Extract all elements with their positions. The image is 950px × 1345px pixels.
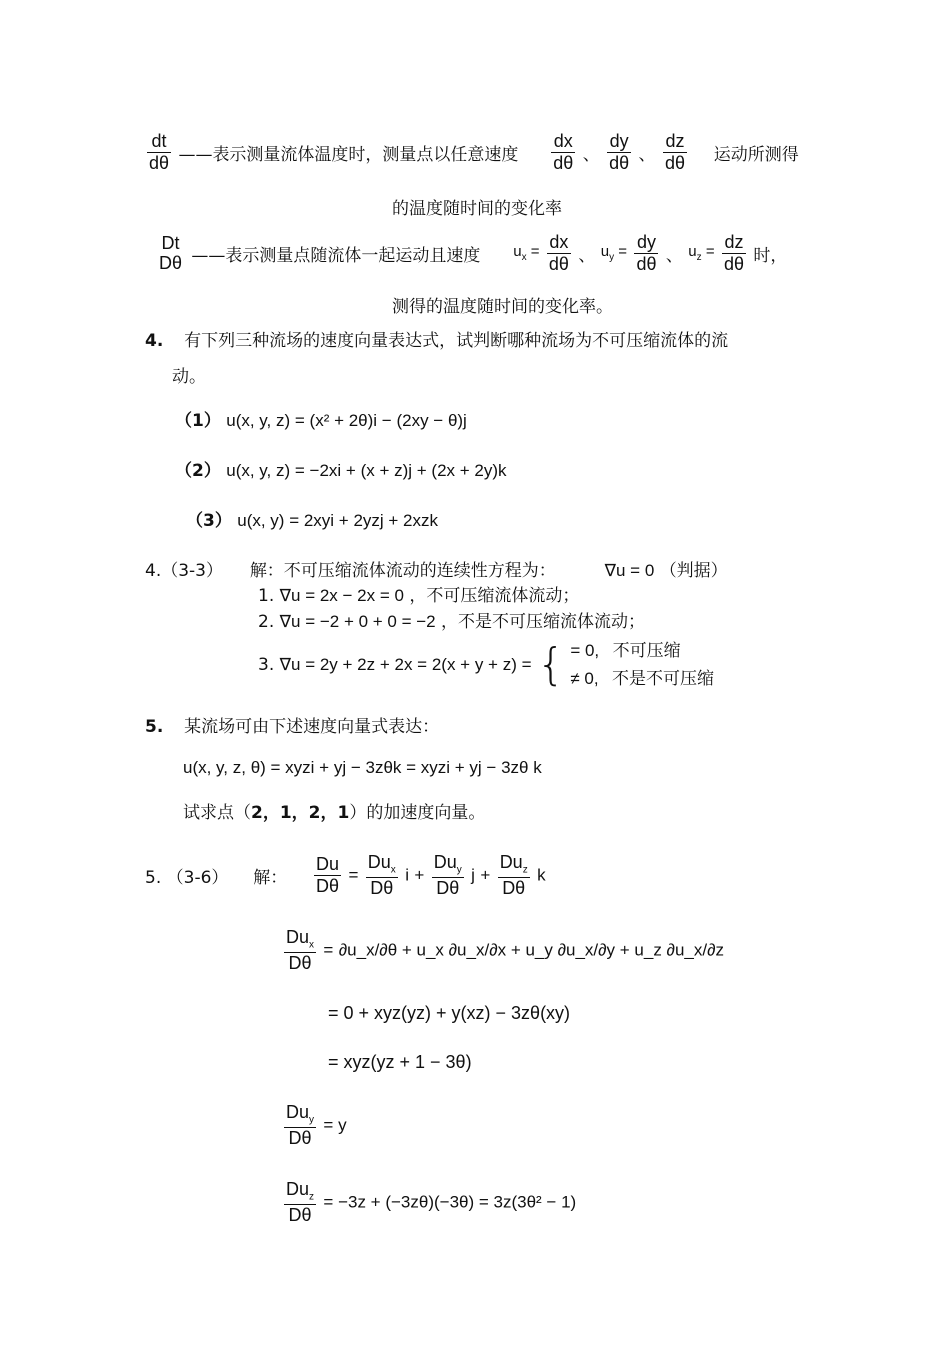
q4-text-line2: 动。	[172, 367, 206, 387]
q5-velocity-expression: u(x, y, z, θ) = xyzi + yj − 3zθk = xyzi + yj − 3zθ k	[183, 758, 542, 777]
dt-definition-line2: 的温度随时间的变化率	[392, 199, 562, 219]
a5-ux-expansion: $\frac{Du_x}{D\theta}$ = ∂u_x/∂θ + u_x ∂u_x/∂x + u_y ∂u_x/∂y + u_z ∂u_x/∂z	[286, 927, 724, 974]
Dt-description: ——表示测量点随流体一起运动且速度	[191, 245, 481, 266]
a4-criterion: ∇u = 0	[604, 561, 655, 580]
a4-line-1: 1. ∇u = 2x − 2x = 0 ，不可压缩流体流动；	[258, 586, 580, 606]
dy-over-dtheta: $\frac{dy}{d\theta}$	[609, 131, 630, 173]
q4-expression-2: （2） u(x, y, z) = −2xi + (x + z)j + (2x + 2y)k	[175, 461, 507, 481]
ux-dx-dtheta: $\frac{dx}{d\theta}$	[548, 232, 569, 274]
a4-line-3: 3. ∇u = 2y + 2z + 2x = 2(x + y + z) = { = 0, 不可压缩 ≠ 0, 不是不可压缩	[258, 637, 714, 693]
a5-ux-line2: = 0 + xyz(yz) + y(xz) − 3zθ(xy)	[328, 1003, 571, 1023]
Dt-over-Dtheta: Dt Dθ	[159, 232, 183, 274]
dt-tail: 运动所测得	[713, 144, 799, 165]
Duy-over-Dtheta: $\frac{Du_y}{D\theta}$	[433, 852, 462, 899]
Dt-definition-line2: 测得的温度随时间的变化率。	[392, 297, 613, 317]
cases-brace: {	[536, 639, 565, 690]
a5-uz: $\frac{Du_z}{D\theta}$ = −3z + (−3zθ)(−3θ) = 3z(3θ² − 1)	[286, 1179, 577, 1226]
Duy-lhs: $\frac{Du_y}{D\theta}$	[286, 1102, 315, 1149]
q4-text-line1: 4. 有下列三种流场的速度向量表达式，试判断哪种流场为不可压缩流体的流	[145, 331, 729, 351]
Dux-lhs: $\frac{Du_x}{D\theta}$	[286, 927, 315, 974]
Du-over-Dtheta: $\frac{Du}{D\theta}$	[316, 854, 340, 896]
dx-over-dtheta: $\frac{dx}{d\theta}$	[553, 131, 574, 173]
dt-description: ——表示测量流体温度时，测量点以任意速度	[178, 144, 519, 165]
a5-ux-line3: = xyz(yz + 1 − 3θ)	[328, 1052, 472, 1072]
a4-line-2: 2. ∇u = −2 + 0 + 0 = −2 ，不是不可压缩流体流动；	[258, 612, 646, 632]
a5-main-equation: 5. （3-6） 解： $\frac{Du}{D\theta}$ = $\frac{Du_x}{D\theta}$ i + $\frac{Du_y}{D\theta}$ j + $\frac{Du_z}{D\theta}$ k	[145, 852, 546, 899]
q5-text: 5. 某流场可由下述速度向量式表达：	[145, 717, 440, 737]
Duz-over-Dtheta: $\frac{Du_z}{D\theta}$	[499, 852, 528, 899]
Dt-definition-line1: Dt Dθ ——表示测量点随流体一起运动且速度 $u_x$ = $\frac{dx}{d\theta}$ 、 $u_y$ = $\frac{dy}{d\theta}$ 、 $u_z$ = $\frac{dz}{d\theta}$ 时，	[159, 232, 788, 274]
a4-header: 4.（3-3） 解：不可压缩流体流动的连续性方程为： ∇u = 0 （判据）	[145, 561, 728, 581]
Dux-over-Dtheta: $\frac{Du_x}{D\theta}$	[367, 852, 396, 899]
dt-over-dtheta: $\frac{dt}{d\theta}$	[149, 131, 170, 173]
dt-definition-line1: $\frac{dt}{d\theta}$ ——表示测量流体温度时，测量点以任意速度 $\frac{dx}{d\theta}$ 、 $\frac{dy}{d\theta}$ 、 $\frac{dz}{d\theta}$ 运动所测得	[149, 131, 799, 173]
uz-dz-dtheta: $\frac{dz}{d\theta}$	[723, 232, 745, 274]
q4-expression-3: （3） u(x, y) = 2xyi + 2yzj + 2xzk	[186, 511, 439, 531]
uy-dy-dtheta: $\frac{dy}{d\theta}$	[636, 232, 657, 274]
Duz-lhs: $\frac{Du_z}{D\theta}$	[286, 1179, 315, 1226]
a5-uy: $\frac{Du_y}{D\theta}$ = y	[286, 1102, 347, 1149]
cases: = 0, 不可压缩 ≠ 0, 不是不可压缩	[570, 641, 714, 689]
dz-over-dtheta: $\frac{dz}{d\theta}$	[664, 131, 685, 173]
q4-expression-1: （1） u(x, y, z) = (x² + 2θ)i − (2xy − θ)j	[175, 411, 467, 431]
q5-ask: 试求点（2，1，2，1）的加速度向量。	[183, 803, 486, 823]
